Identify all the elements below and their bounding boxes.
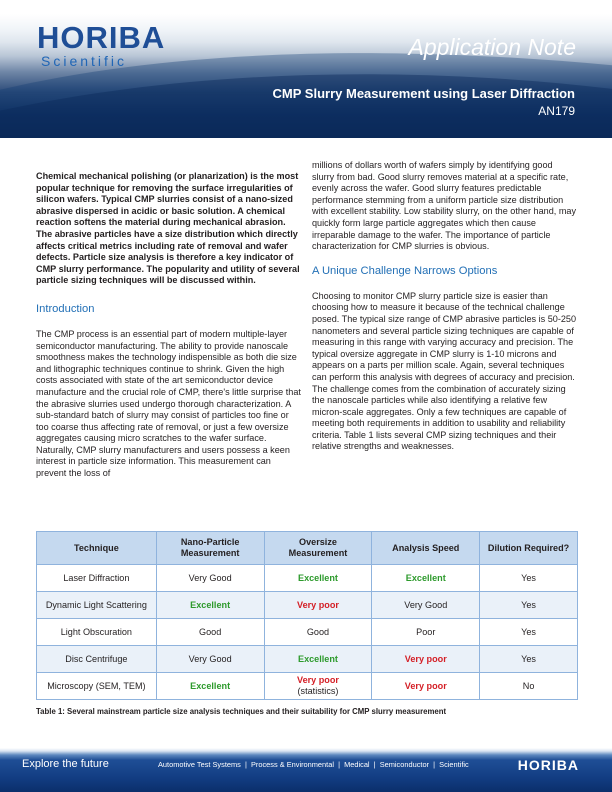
table-cell	[372, 565, 480, 592]
table-header-cell: Nano-Particle Measurement	[156, 532, 264, 565]
table-cell-value: Good	[306, 626, 330, 637]
table-header-row	[37, 532, 578, 565]
table-cell-value: Yes	[521, 626, 536, 637]
table-cell-value: Very Good	[188, 572, 232, 583]
footer-links: Automotive Test Systems | Process & Environmental | Medical | Semiconductor | Scientific	[158, 760, 469, 769]
table-cell-value: Very poor	[404, 653, 447, 664]
table-cell-value: Laser Diffraction	[63, 572, 130, 583]
continued-paragraph: millions of dollars worth of wafers simply by identifying good slurry from bad. Good slurry removes material at a specific rate, evenly across the wafer. Good slurry features predictable performance stemming from a uniform particle size distribution with excellent stability. Low stability slurry, on the other hand, may quickly form large particle aggregates which then cause irreparable damage to the wafer. The importance of particle characterization for CMP slurries is obvious.	[312, 160, 577, 252]
footer-bar	[0, 748, 612, 792]
table-cell	[372, 619, 480, 646]
table-cell-value: Yes	[521, 572, 536, 583]
table-cell	[37, 619, 157, 646]
table-cell-note: (statistics)	[297, 686, 339, 696]
table-row	[37, 565, 578, 592]
comparison-table-wrapper	[36, 531, 578, 700]
table-body	[37, 565, 578, 700]
right-column	[312, 160, 577, 453]
table-cell-value: No	[522, 680, 535, 691]
table-cell	[156, 646, 264, 673]
table-header-cell: Analysis Speed	[372, 532, 480, 565]
section-heading-challenge: A Unique Challenge Narrows Options	[312, 264, 498, 277]
table-cell	[37, 565, 157, 592]
table-cell-value: Light Obscuration	[60, 626, 132, 637]
table-cell	[156, 673, 264, 700]
intro-paragraph: Chemical mechanical polishing (or planarization) is the most popular technique for removing the surface irregularities of silicon wafers. Typical CMP slurries consist of a nano-sized abrasive dispersed in acidic or basic solution. A chemical reaction softens the material during mechanical abrasion. The abrasive particles have a size distribution which directly affects critical metrics including rate of removal and wafer defects. Particle size analysis is therefore a key indicator of CMP slurry performance. The popularity and utility of several particle sizing techniques will be discussed within.	[36, 171, 300, 286]
document-number: AN179	[538, 104, 575, 118]
horiba-logo	[37, 22, 165, 69]
table-cell	[156, 619, 264, 646]
table-cell-value: Excellent	[190, 680, 231, 691]
table-cell	[37, 673, 157, 700]
footer-link[interactable]: Process & Environmental	[250, 760, 334, 769]
table-cell	[37, 592, 157, 619]
table-cell-value: Good	[199, 626, 222, 637]
table-row	[37, 673, 578, 700]
table-cell-value: Yes	[521, 653, 536, 664]
header-banner	[0, 0, 612, 138]
table-cell	[264, 619, 372, 646]
table-cell	[480, 673, 578, 700]
footer-link[interactable]: Medical	[344, 760, 370, 769]
document-type-label: Application Note	[408, 34, 576, 60]
table-cell	[156, 592, 264, 619]
challenge-body: Choosing to monitor CMP slurry particle size is easier than choosing how to measure it because of the technical challenge posed. The typical size range of CMP abrasive particles is 50-250 nanometers and several particle sizing techniques are capable of measuring in this range with varying accuracy and precision. The typical oversize aggregate in CMP slurry is 1-10 microns and appears on a parts per million scale. Again, several techniques can perform this analysis with degrees of accuracy and precision. The challenge comes from the combination of accurately sizing the nanoscale particles while also identifying a relative few micron-scale aggregates. Only a few techniques are capable of meeting both requirements in addition to usability and reliability criteria. Table 1 lists several CMP sizing techniques and their relative strengths and weaknesses.	[312, 290, 577, 452]
comparison-table	[36, 531, 578, 700]
table-caption: Table 1: Several mainstream particle size analysis techniques and their suitability for CMP slurry measurement	[36, 707, 447, 716]
footer-logo: HORIBA	[517, 757, 579, 773]
section-heading-introduction: Introduction	[36, 302, 95, 315]
table-header-cell: Oversize Measurement	[264, 532, 372, 565]
table-cell-value: Very Good	[404, 599, 448, 610]
table-header-cell: Technique	[37, 532, 157, 565]
table-cell	[156, 565, 264, 592]
table-cell-value: Excellent	[298, 572, 338, 583]
table-row	[37, 646, 578, 673]
table-cell-value: Excellent	[298, 653, 338, 664]
table-row	[37, 592, 578, 619]
footer-link[interactable]: Semiconductor	[379, 760, 430, 769]
logo-wordmark: HORIBA	[37, 20, 166, 55]
table-cell-value: Very poor	[404, 680, 447, 691]
left-column	[36, 171, 301, 480]
table-cell	[480, 565, 578, 592]
table-cell-value: Excellent	[405, 572, 446, 583]
table-row	[37, 619, 578, 646]
footer-link[interactable]: Automotive Test Systems	[158, 760, 241, 769]
table-cell	[480, 619, 578, 646]
table-cell-value: Dynamic Light Scattering	[45, 599, 147, 610]
table-cell-value: Very poor	[297, 675, 339, 685]
table-cell	[372, 592, 480, 619]
table-header-cell: Dilution Required?	[480, 532, 578, 565]
table-cell-value: Yes	[521, 599, 536, 610]
table-cell	[264, 673, 372, 700]
table-cell-value: Disc Centrifuge	[65, 653, 128, 664]
table-cell	[480, 592, 578, 619]
table-cell	[264, 565, 372, 592]
footer-link[interactable]: Scientific	[439, 760, 469, 769]
table-cell	[480, 646, 578, 673]
footer-tagline: Explore the future	[22, 758, 109, 770]
table-cell-value: Microscopy (SEM, TEM)	[47, 680, 146, 691]
table-cell	[372, 646, 480, 673]
table-cell-value: Poor	[416, 626, 436, 637]
page-title: CMP Slurry Measurement using Laser Diffraction	[272, 86, 575, 101]
table-cell	[264, 592, 372, 619]
table-cell-value: Very Good	[188, 653, 232, 664]
table-cell	[37, 646, 157, 673]
introduction-body: The CMP process is an essential part of modern multiple-layer semiconductor manufacturing. The ability to provide nanoscale smoothness makes the technology indispensible as both die size and lithographic techniques continue to shrink. Given the high costs associated with state of the art semiconductor device manufacture and the crucial role of CMP, there's little surprise that the abrasive slurries used undergo thorough characterization. A sub-standard batch of slurry may consist of particles too fine or too coarse thus affecting rate of removal, or just a few oversize aggregates causing micro scratches to the wafer surface. Naturally, CMP slurry manufacturers and users possess a keen interest in particle size information. This measurement can prevent the loss of	[36, 328, 301, 479]
table-cell-value: Very poor	[297, 599, 339, 610]
logo-subtitle: Scientific	[41, 53, 128, 69]
table-cell	[264, 646, 372, 673]
table-cell	[372, 673, 480, 700]
table-cell-value: Excellent	[190, 599, 231, 610]
